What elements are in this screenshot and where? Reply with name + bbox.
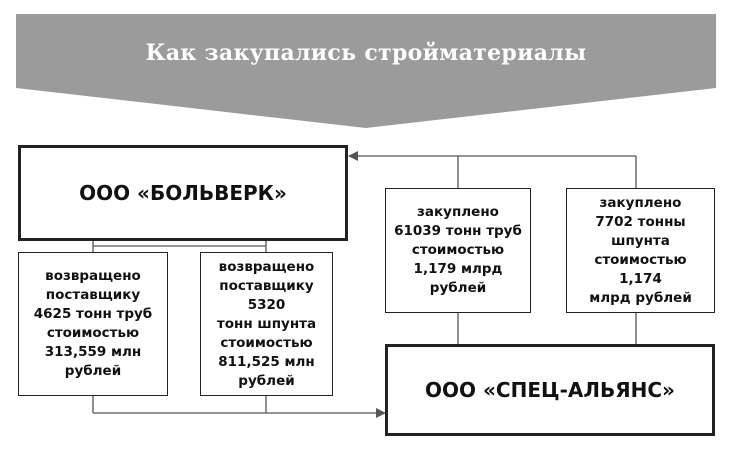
company-specalyans [385,344,715,436]
company-bolverk [18,145,348,241]
company-specalyans-label: ООО «СПЕЦ-АЛЬЯНС» [425,378,675,402]
return-box-pipes-text: возвращено поставщику 4625 тонн труб стоимостью 313,559 млн рублей [33,268,153,379]
return-box-sheet-pile [200,252,333,396]
purchase-box-pipes [385,188,531,313]
purchase-box-sheet-pile [566,188,715,313]
return-box-pipes [18,252,168,396]
diagram-title: Как закупались стройматериалы [145,40,587,66]
purchase-box-pipes-text: закуплено 61039 тонн труб стоимостью 1,179 млрд рублей [394,204,522,296]
purchase-box-sheet-pile-text: закуплено 7702 тонны шпунта стоимостью 1,174 млрд рублей [589,194,692,306]
company-bolverk-label: ООО «БОЛЬВЕРК» [79,181,287,205]
return-box-sheet-pile-text: возвращено поставщику 5320 тонн шпунта стоимостью 811,525 млн рублей [216,258,317,389]
